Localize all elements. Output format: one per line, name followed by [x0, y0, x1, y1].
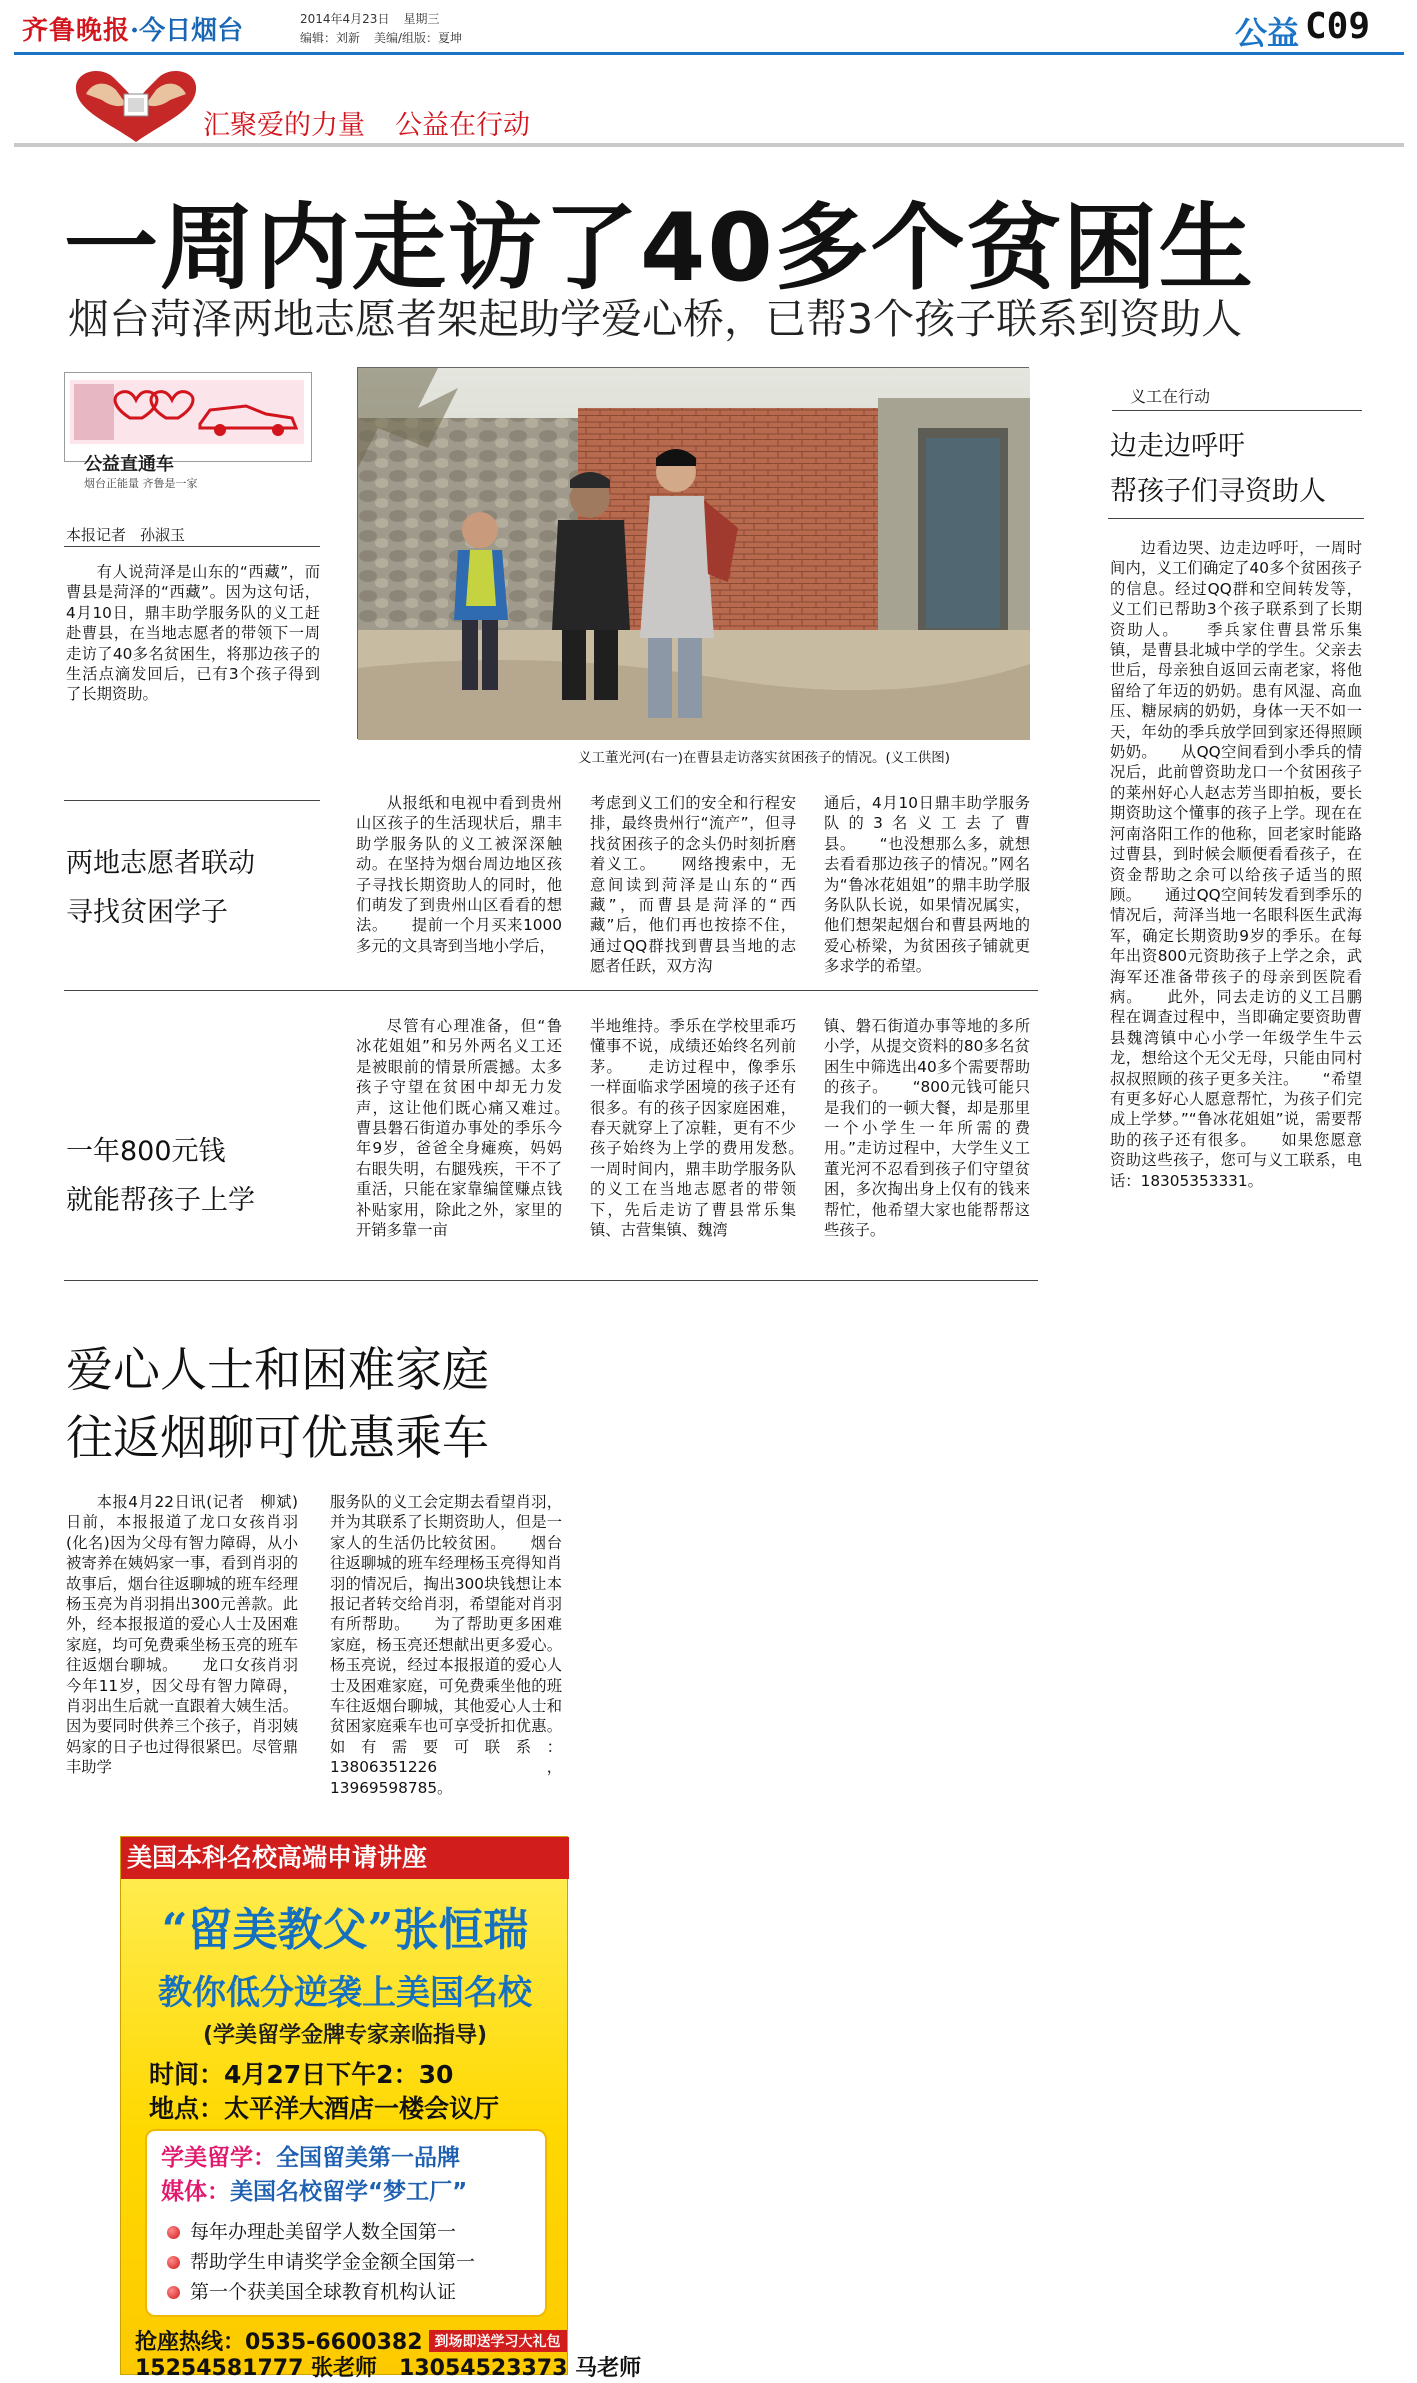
page-slogan	[203, 103, 560, 142]
photo-caption: 义工董光河(右一)在曹县走访落实贫困孩子的情况。(义工供图)	[578, 750, 951, 766]
top-rule	[14, 52, 1404, 55]
byline-name: 孙淑玉	[140, 526, 186, 544]
news-photo	[357, 367, 1029, 739]
section2-column3	[824, 1016, 1030, 1240]
ad-list-item	[167, 2277, 456, 2304]
section2-column1-text: 尽管有心理准备，但“鲁冰花姐姐”和另外两名义工还是被眼前的情景所震撼。太多孩子守望在贫困中却无力发声，这让他们既心痛又难过。 曹县磐石街道办事处的季乐今年9岁，爸爸全身瘫痪，妈妈右眼失明，右腿残疾，干不了重活，只能在家靠编筐赚点钱补贴家用，除此之外，家里的开销多靠一亩	[356, 1017, 593, 1240]
ad-top-banner: 美国本科名校高端申请讲座	[121, 1837, 569, 1879]
ad-list-item	[167, 2217, 456, 2244]
subtitle-volunteers-line1: 两地志愿者联动	[66, 848, 255, 879]
section-divider-1	[64, 990, 1038, 991]
ad-subline: 教你低分逆袭上美国名校	[158, 1973, 532, 2013]
section1-column2-text: 考虑到义工们的安全和行程安排，最终贵州行“流产”，但寻找贫困孩子的念头仍时刻折磨着义工。 网络搜索中，无意间读到菏泽是山东的“西藏”，而曹县是菏泽的“西藏”后，他们再也按捺不住，通过QQ群找到曹县当地的志愿者任跃，双方沟	[590, 794, 796, 976]
subtitle-volunteers	[66, 839, 255, 937]
byline-rule	[64, 546, 320, 547]
ad-contacts: 15254581777 张老师 13054523373 马老师	[135, 2356, 642, 2381]
article2-title	[66, 1337, 489, 1473]
slogan-part2: 公益在行动	[395, 110, 530, 141]
bullet-icon	[167, 2226, 180, 2239]
ad-highlight-1-value: 全国留美第一品牌	[276, 2145, 460, 2171]
page-number: C09	[1305, 6, 1371, 47]
section2-column2	[590, 1016, 827, 1240]
ad-time: 时间：4月27日下午2：30	[149, 2060, 454, 2089]
lead-paragraph	[66, 562, 320, 705]
issue-date: 2014年4月23日	[300, 12, 390, 26]
lead-end-rule	[64, 800, 320, 801]
newspaper-brand	[22, 10, 243, 47]
sidebar-body-text: 边看边哭、边走边呼吁，一周时间内，义工们确定了40多个贫困孩子的信息。经过QQ群和空间转发等，义工们已帮助3个孩子联系到了长期资助人。 季兵家住曹县常乐集镇，是曹县北城中学的学生。父亲去世后，母亲独自返回云南老家，将他留给了年迈的奶奶。患有风湿、高血压、糖尿病的奶奶，身体一天不如一天，年幼的季兵放学回到家还得照顾奶奶。 从QQ空间看到小季兵的情况后，此前曾资助龙口一个贫困孩子的莱州好心人赵志芳当即拍板，要长期资助这个懂事的孩子上学。现在在河南洛阳工作的他称，回老家时能路过曹县，到时候会顺便看看孩子，在资金帮助之余可以给孩子适当的照顾。 通过QQ空间转发看到季乐的情况后，菏泽当地一名眼科医生武海军，确定长期资助9岁的季乐。在每年出资800元资助孩子上学之余，武海军还准备带孩子的母亲到医院看病。 此外，同去走访的义工吕鹏程在调查过程中，当即确定要资助曹县魏湾镇中心小学一年级学生牛云龙，想给这个无父无母，只能由同村叔叔照顾的孩子更多关注。 “希望有更多好心人愿意帮忙，为孩子们完成上学梦。”“鲁冰花姐姐”说，需要帮助的孩子还有很多。 如果您愿意资助这些孩子，您可与义工联系，电话：18305353331。	[1110, 539, 1362, 1190]
bullet-icon	[167, 2256, 180, 2269]
ad-highlight-2	[161, 2173, 467, 2206]
article-headline: 一周内走访了40多个贫困生	[64, 194, 1255, 303]
section1-column2	[590, 793, 796, 977]
column-subtitle: 烟台正能量 齐鲁是一家	[84, 477, 198, 490]
subtitle-800-yuan-line2: 就能帮孩子上学	[66, 1185, 255, 1216]
sidebar-title-line2: 帮孩子们寻资助人	[1110, 476, 1326, 507]
byline	[66, 524, 199, 545]
editor-credit: 编辑：刘新	[300, 31, 361, 45]
advertisement[interactable]	[120, 1836, 642, 2381]
subtitle-800-yuan	[66, 1127, 255, 1225]
ad-gift-badge: 到场即送学习大礼包	[429, 2330, 567, 2352]
designer-credit: 美编/组版：夏坤	[374, 31, 463, 45]
ad-info-panel	[145, 2129, 547, 2317]
heart-hands-icon	[68, 64, 204, 146]
section2-column2-text: 半地维持。季乐在学校里乖巧懂事不说，成绩还始终名列前茅。 走访过程中，像季乐一样面临求学困境的孩子还有很多。有的孩子因家庭困难，春天就穿上了凉鞋，更有不少孩子始终为上学的费用发愁。 一周时间内，鼎丰助学服务队的义工在当地志愿者的带领下，先后走访了曹县常乐集镇、古营集镇、魏湾	[590, 1017, 827, 1240]
sidebar-title-rule	[1108, 518, 1364, 519]
ad-highlight-1	[161, 2139, 460, 2172]
ad-list-item-text: 第一个获美国全球教育机构认证	[190, 2281, 457, 2303]
slogan-part1: 汇聚爱的力量	[203, 110, 365, 141]
ad-list-item-text: 帮助学生申请奖学金金额全国第一	[190, 2251, 476, 2273]
sidebar-title-line1: 边走边呼吁	[1110, 431, 1245, 462]
ad-list-item	[167, 2247, 475, 2274]
lead-text: 有人说菏泽是山东的“西藏”，而曹县是菏泽的“西藏”。因为这句话，4月10日，鼎丰助学服务队的义工赶赴曹县，在当地志愿者的带领下一周走访了40多名贫困生，将那边孩子的生活点滴发回后，已有3个孩子得到了长期资助。	[66, 563, 320, 704]
ad-hotline-text: 抢座热线：0535-6600382	[135, 2330, 423, 2355]
sidebar-tag-text: 义工在行动	[1130, 387, 1211, 406]
brand-red: 齐鲁晚报	[22, 16, 131, 46]
ad-highlight-1-label: 学美留学：	[161, 2145, 276, 2171]
article2-title-line2: 往返烟聊可优惠乘车	[66, 1411, 489, 1466]
article2-column1-text: 本报4月22日讯(记者 柳斌) 日前，本报报道了龙口女孩肖羽(化名)因为父母有智力障碍，从小被寄养在姨妈家一事，看到肖羽的故事后，烟台往返聊城的班车经理杨玉亮为肖羽捐出300元善款。此外，经本报报道的爱心人士及困难家庭，均可免费乘坐杨玉亮的班车往返烟台聊城。 龙口女孩肖羽今年11岁，因父母有智力障碍，肖羽出生后就一直跟着大姨生活。因为要同时供养三个孩子，肖羽姨妈家的日子也过得很紧巴。尽管鼎丰助学	[66, 1493, 314, 1777]
section-divider-2	[64, 1280, 1038, 1281]
subtitle-800-yuan-line1: 一年800元钱	[66, 1136, 226, 1167]
section1-column1	[356, 793, 562, 956]
ad-list-item-text: 每年办理赴美留学人数全国第一	[190, 2221, 457, 2243]
ad-highlight-2-value: 美国名校留学“梦工厂”	[230, 2179, 468, 2205]
bullet-icon	[167, 2286, 180, 2299]
article2-title-line1: 爱心人士和困难家庭	[66, 1343, 489, 1398]
subtitle-volunteers-line2: 寻找贫困学子	[66, 897, 228, 928]
section-name: 公益	[1235, 14, 1300, 52]
sidebar-body	[1110, 538, 1362, 1191]
sidebar-title	[1110, 424, 1326, 514]
sidebar-tag	[1112, 384, 1362, 411]
ad-guidance: (学美留学金牌专家亲临指导)	[202, 2023, 488, 2048]
article2-column1	[66, 1492, 314, 1778]
column-title: 公益直通车	[84, 454, 174, 475]
byline-label: 本报记者	[66, 526, 127, 544]
brand-blue: ·今日烟台	[130, 16, 244, 46]
ad-highlight-2-label: 媒体：	[161, 2179, 230, 2205]
section1-column3-text: 通后，4月10日鼎丰助学服务队的3名义工去了曹县。 “也没想那么多，就想去看看那边孩子的情况。”网名为“鲁冰花姐姐”的鼎丰助学服务队队长说，如果情况属实，他们想架起烟台和曹县两地的爱心桥梁，为贫困孩子铺就更多求学的希望。	[824, 794, 1030, 976]
section1-column3	[824, 793, 1030, 977]
header-divider	[14, 143, 1404, 147]
issue-meta	[300, 10, 476, 48]
section2-column3-text: 镇、磐石街道办事等地的多所小学，从提交资料的80多名贫困生中筛选出40多个需要帮助的孩子。 “800元钱可能只是我们的一顿大餐，却是那里一个小学生一年所需的费用。”走访过程中，大学生义工董光河不忍看到孩子们守望贫困，多次掏出身上仅有的钱来帮忙，他希望大家也能帮帮这些孩子。	[824, 1017, 1030, 1240]
ad-headline: “留美教父”张恒瑞	[161, 1903, 529, 1956]
article-subhead: 烟台菏泽两地志愿者架起助学爱心桥，已帮3个孩子联系到资助人	[68, 295, 1243, 343]
section2-column1	[356, 1016, 593, 1240]
issue-weekday: 星期三	[403, 12, 440, 26]
article2-column2-text: 服务队的义工会定期去看望肖羽，并为其联系了长期资助人，但是一家人的生活仍比较贫困。 烟台往返聊城的班车经理杨玉亮得知肖羽的情况后，掏出300块钱想让本报记者转交给肖羽，希望能对肖羽有所帮助。 为了帮助更多困难家庭，杨玉亮还想献出更多爱心。杨玉亮说，经过本报报道的爱心人士及困难家庭，可免费乘坐他的班车往返烟台聊城，其他爱心人士和贫困家庭乘车也可享受折扣优惠。如有需要可联系：13806351226，13969598785。	[330, 1493, 562, 1797]
ad-place: 地点：太平洋大酒店一楼会议厅	[149, 2094, 500, 2123]
section1-column1-text: 从报纸和电视中看到贵州山区孩子的生活现状后，鼎丰助学服务队的义工被深深触动。在坚持为烟台周边地区孩子寻找长期资助人的同时，他们萌发了到贵州山区看看的想法。 提前一个月买来1000多元的文具寄到当地小学后，	[356, 794, 562, 955]
article2-column2	[330, 1492, 562, 1798]
charity-car-icon	[70, 380, 304, 444]
